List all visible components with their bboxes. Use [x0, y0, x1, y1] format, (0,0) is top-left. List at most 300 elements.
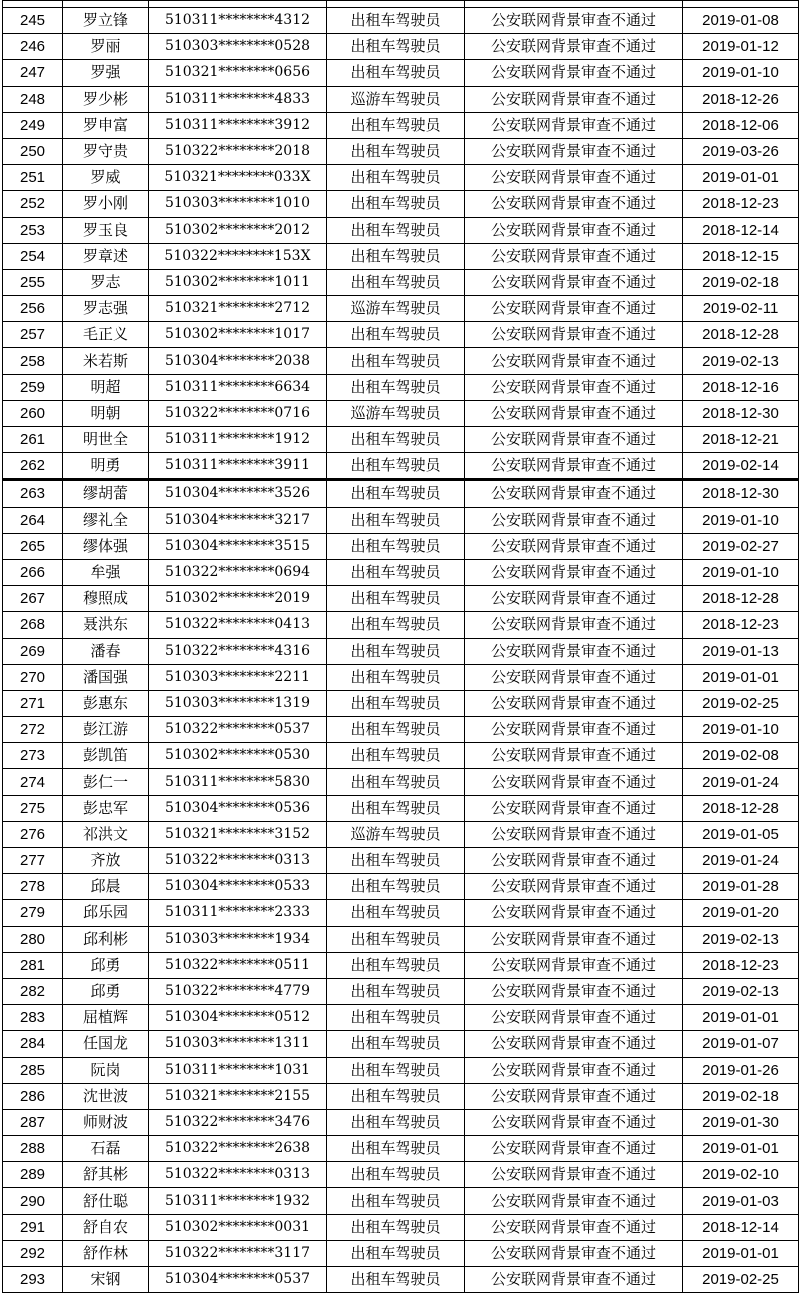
job-type-cell: 出租车驾驶员 — [327, 191, 465, 217]
record-date-cell: 2019-02-08 — [683, 743, 799, 769]
row-number-cell: 287 — [3, 1109, 63, 1135]
id-number-cell: 510311********2333 — [149, 900, 327, 926]
id-number-cell: 510322********0313 — [149, 848, 327, 874]
job-type-cell: 巡游车驾驶员 — [327, 86, 465, 112]
record-date-cell: 2018-12-28 — [683, 322, 799, 348]
review-result-cell: 公安联网背景审查不通过 — [465, 533, 683, 559]
review-result-cell: 公安联网背景审查不通过 — [465, 374, 683, 400]
job-type-cell: 出租车驾驶员 — [327, 34, 465, 60]
job-type-cell: 出租车驾驶员 — [327, 926, 465, 952]
table-row — [3, 795, 799, 821]
record-date-cell: 2019-01-01 — [683, 1136, 799, 1162]
review-result-cell: 公安联网背景审查不通过 — [465, 112, 683, 138]
review-result-cell: 公安联网背景审查不通过 — [465, 348, 683, 374]
record-date-cell: 2018-12-28 — [683, 586, 799, 612]
id-number-cell: 510322********3117 — [149, 1240, 327, 1266]
record-date-cell: 2019-01-01 — [683, 165, 799, 191]
record-date-cell: 2018-12-28 — [683, 795, 799, 821]
review-result-cell: 公安联网背景审查不通过 — [465, 269, 683, 295]
job-type-cell: 巡游车驾驶员 — [327, 821, 465, 847]
review-result-cell: 公安联网背景审查不通过 — [465, 8, 683, 34]
row-number-cell: 259 — [3, 374, 63, 400]
table-row — [3, 1109, 799, 1135]
row-number-cell: 268 — [3, 612, 63, 638]
id-number-cell: 510302********1011 — [149, 269, 327, 295]
review-result-cell: 公安联网背景审查不通过 — [465, 1083, 683, 1109]
review-result-cell: 公安联网背景审查不通过 — [465, 1188, 683, 1214]
row-number-cell: 276 — [3, 821, 63, 847]
review-result-cell: 公安联网背景审查不通过 — [465, 296, 683, 322]
row-number-cell: 253 — [3, 217, 63, 243]
table-row — [3, 34, 799, 60]
row-number-cell: 275 — [3, 795, 63, 821]
table-row — [3, 296, 799, 322]
job-type-cell: 出租车驾驶员 — [327, 269, 465, 295]
record-date-cell: 2018-12-26 — [683, 86, 799, 112]
id-number-cell: 510304********3515 — [149, 533, 327, 559]
record-date-cell: 2019-02-14 — [683, 453, 799, 480]
review-result-cell: 公安联网背景审查不通过 — [465, 1031, 683, 1057]
person-name-cell: 明世全 — [63, 427, 149, 453]
person-name-cell: 罗少彬 — [63, 86, 149, 112]
id-number-cell: 510304********2038 — [149, 348, 327, 374]
id-number-cell: 510311********3912 — [149, 112, 327, 138]
record-date-cell: 2018-12-16 — [683, 374, 799, 400]
record-date-cell: 2019-01-07 — [683, 1031, 799, 1057]
table-row — [3, 138, 799, 164]
table-row — [3, 1267, 799, 1293]
table-row — [3, 1031, 799, 1057]
person-name-cell: 牟强 — [63, 559, 149, 585]
row-number-cell: 291 — [3, 1214, 63, 1240]
id-number-cell: 510322********0313 — [149, 1162, 327, 1188]
review-result-cell: 公安联网背景审查不通过 — [465, 1057, 683, 1083]
person-name-cell: 彭忠军 — [63, 795, 149, 821]
job-type-cell: 出租车驾驶员 — [327, 374, 465, 400]
person-name-cell: 祁洪文 — [63, 821, 149, 847]
person-name-cell: 潘国强 — [63, 664, 149, 690]
review-result-cell: 公安联网背景审查不通过 — [465, 1109, 683, 1135]
person-name-cell: 罗立锋 — [63, 8, 149, 34]
job-type-cell: 出租车驾驶员 — [327, 1214, 465, 1240]
table-row — [3, 743, 799, 769]
row-number-cell: 277 — [3, 848, 63, 874]
job-type-cell: 出租车驾驶员 — [327, 112, 465, 138]
person-name-cell: 罗丽 — [63, 34, 149, 60]
review-result-cell: 公安联网背景审查不通过 — [465, 1136, 683, 1162]
id-number-cell: 510304********0512 — [149, 1005, 327, 1031]
row-number-cell: 263 — [3, 480, 63, 507]
row-number-cell: 260 — [3, 400, 63, 426]
row-number-cell: 279 — [3, 900, 63, 926]
row-number-cell: 250 — [3, 138, 63, 164]
record-date-cell: 2019-01-05 — [683, 821, 799, 847]
person-name-cell: 屈植辉 — [63, 1005, 149, 1031]
record-date-cell: 2019-01-13 — [683, 638, 799, 664]
person-name-cell: 舒其彬 — [63, 1162, 149, 1188]
table-row — [3, 507, 799, 533]
id-number-cell: 510303********2211 — [149, 664, 327, 690]
id-number-cell: 510322********0413 — [149, 612, 327, 638]
table-row — [3, 926, 799, 952]
cut-off-row — [3, 1, 799, 8]
review-result-cell: 公安联网背景审查不通过 — [465, 1214, 683, 1240]
record-date-cell: 2018-12-06 — [683, 112, 799, 138]
record-date-cell: 2018-12-30 — [683, 480, 799, 507]
record-table-body — [3, 1, 799, 1293]
id-number-cell: 510302********2019 — [149, 586, 327, 612]
job-type-cell: 出租车驾驶员 — [327, 743, 465, 769]
review-result-cell: 公安联网背景审查不通过 — [465, 717, 683, 743]
review-result-cell: 公安联网背景审查不通过 — [465, 60, 683, 86]
id-number-cell: 510311********4833 — [149, 86, 327, 112]
person-name-cell: 宋钢 — [63, 1267, 149, 1293]
id-number-cell: 510321********2155 — [149, 1083, 327, 1109]
id-number-cell: 510302********1017 — [149, 322, 327, 348]
job-type-cell: 出租车驾驶员 — [327, 874, 465, 900]
person-name-cell: 彭江游 — [63, 717, 149, 743]
record-date-cell: 2019-02-27 — [683, 533, 799, 559]
record-date-cell: 2019-01-26 — [683, 1057, 799, 1083]
id-number-cell: 510321********033X — [149, 165, 327, 191]
person-name-cell: 缪胡蕾 — [63, 480, 149, 507]
person-name-cell: 罗申富 — [63, 112, 149, 138]
table-row — [3, 427, 799, 453]
id-number-cell: 510311********1932 — [149, 1188, 327, 1214]
review-result-cell: 公安联网背景审查不通过 — [465, 559, 683, 585]
record-date-cell: 2018-12-14 — [683, 1214, 799, 1240]
review-result-cell: 公安联网背景审查不通过 — [465, 427, 683, 453]
person-name-cell: 邱利彬 — [63, 926, 149, 952]
record-date-cell: 2018-12-21 — [683, 427, 799, 453]
table-row — [3, 400, 799, 426]
row-number-cell: 293 — [3, 1267, 63, 1293]
person-name-cell: 石磊 — [63, 1136, 149, 1162]
row-number-cell: 270 — [3, 664, 63, 690]
table-row — [3, 60, 799, 86]
id-number-cell: 510321********3152 — [149, 821, 327, 847]
person-name-cell: 缪礼全 — [63, 507, 149, 533]
id-number-cell: 510311********1912 — [149, 427, 327, 453]
job-type-cell: 出租车驾驶员 — [327, 1162, 465, 1188]
job-type-cell: 出租车驾驶员 — [327, 243, 465, 269]
job-type-cell: 出租车驾驶员 — [327, 638, 465, 664]
review-result-cell: 公安联网背景审查不通过 — [465, 322, 683, 348]
job-type-cell: 出租车驾驶员 — [327, 1188, 465, 1214]
row-number-cell: 256 — [3, 296, 63, 322]
record-date-cell: 2019-01-28 — [683, 874, 799, 900]
review-result-cell: 公安联网背景审查不通过 — [465, 586, 683, 612]
row-number-cell: 290 — [3, 1188, 63, 1214]
job-type-cell: 出租车驾驶员 — [327, 480, 465, 507]
review-result-cell: 公安联网背景审查不通过 — [465, 978, 683, 1004]
id-number-cell: 510311********6634 — [149, 374, 327, 400]
person-name-cell: 罗志强 — [63, 296, 149, 322]
person-name-cell: 罗志 — [63, 269, 149, 295]
person-name-cell: 舒自农 — [63, 1214, 149, 1240]
review-result-cell: 公安联网背景审查不通过 — [465, 926, 683, 952]
job-type-cell: 出租车驾驶员 — [327, 138, 465, 164]
table-row — [3, 191, 799, 217]
job-type-cell: 出租车驾驶员 — [327, 8, 465, 34]
row-number-cell: 292 — [3, 1240, 63, 1266]
person-name-cell: 邱勇 — [63, 978, 149, 1004]
review-result-cell: 公安联网背景审查不通过 — [465, 400, 683, 426]
review-result-cell: 公安联网背景审查不通过 — [465, 874, 683, 900]
table-row — [3, 348, 799, 374]
person-name-cell: 罗威 — [63, 165, 149, 191]
table-row — [3, 848, 799, 874]
row-number-cell: 264 — [3, 507, 63, 533]
table-row — [3, 586, 799, 612]
person-name-cell: 舒仕聪 — [63, 1188, 149, 1214]
job-type-cell: 出租车驾驶员 — [327, 795, 465, 821]
job-type-cell: 出租车驾驶员 — [327, 1240, 465, 1266]
record-date-cell: 2019-02-13 — [683, 978, 799, 1004]
review-result-cell: 公安联网背景审查不通过 — [465, 507, 683, 533]
row-number-cell: 262 — [3, 453, 63, 480]
record-date-cell: 2018-12-23 — [683, 952, 799, 978]
record-date-cell: 2019-01-01 — [683, 1240, 799, 1266]
id-number-cell: 510311********5830 — [149, 769, 327, 795]
record-table — [2, 0, 799, 1293]
table-row — [3, 1214, 799, 1240]
row-number-cell: 246 — [3, 34, 63, 60]
job-type-cell: 出租车驾驶员 — [327, 165, 465, 191]
table-row — [3, 1083, 799, 1109]
job-type-cell: 出租车驾驶员 — [327, 612, 465, 638]
review-result-cell: 公安联网背景审查不通过 — [465, 34, 683, 60]
row-number-cell: 283 — [3, 1005, 63, 1031]
id-number-cell: 510304********3217 — [149, 507, 327, 533]
review-result-cell: 公安联网背景审查不通过 — [465, 900, 683, 926]
review-result-cell: 公安联网背景审查不通过 — [465, 1240, 683, 1266]
person-name-cell: 缪体强 — [63, 533, 149, 559]
id-number-cell: 510322********0537 — [149, 717, 327, 743]
person-name-cell: 舒作林 — [63, 1240, 149, 1266]
id-number-cell: 510304********3526 — [149, 480, 327, 507]
row-number-cell: 247 — [3, 60, 63, 86]
job-type-cell: 出租车驾驶员 — [327, 1005, 465, 1031]
row-number-cell: 266 — [3, 559, 63, 585]
row-number-cell: 274 — [3, 769, 63, 795]
job-type-cell: 出租车驾驶员 — [327, 1109, 465, 1135]
job-type-cell: 出租车驾驶员 — [327, 664, 465, 690]
record-table-wrapper — [2, 0, 798, 1293]
id-number-cell: 510322********0694 — [149, 559, 327, 585]
review-result-cell: 公安联网背景审查不通过 — [465, 612, 683, 638]
record-date-cell: 2019-01-12 — [683, 34, 799, 60]
table-row — [3, 952, 799, 978]
row-number-cell: 251 — [3, 165, 63, 191]
job-type-cell: 出租车驾驶员 — [327, 427, 465, 453]
review-result-cell: 公安联网背景审查不通过 — [465, 848, 683, 874]
job-type-cell: 出租车驾驶员 — [327, 348, 465, 374]
job-type-cell: 出租车驾驶员 — [327, 586, 465, 612]
person-name-cell: 邱勇 — [63, 952, 149, 978]
review-result-cell: 公安联网背景审查不通过 — [465, 743, 683, 769]
table-row — [3, 559, 799, 585]
job-type-cell: 出租车驾驶员 — [327, 559, 465, 585]
row-number-cell: 269 — [3, 638, 63, 664]
record-date-cell: 2018-12-14 — [683, 217, 799, 243]
person-name-cell: 罗强 — [63, 60, 149, 86]
review-result-cell: 公安联网背景审查不通过 — [465, 217, 683, 243]
id-number-cell: 510302********2012 — [149, 217, 327, 243]
row-number-cell: 286 — [3, 1083, 63, 1109]
person-name-cell: 明超 — [63, 374, 149, 400]
table-row — [3, 480, 799, 507]
table-row — [3, 1240, 799, 1266]
job-type-cell: 出租车驾驶员 — [327, 1057, 465, 1083]
person-name-cell: 毛正义 — [63, 322, 149, 348]
record-date-cell: 2019-01-01 — [683, 1005, 799, 1031]
table-row — [3, 769, 799, 795]
review-result-cell: 公安联网背景审查不通过 — [465, 1162, 683, 1188]
job-type-cell: 出租车驾驶员 — [327, 1083, 465, 1109]
table-row — [3, 322, 799, 348]
record-date-cell: 2019-02-11 — [683, 296, 799, 322]
table-row — [3, 269, 799, 295]
record-date-cell: 2018-12-30 — [683, 400, 799, 426]
review-result-cell: 公安联网背景审查不通过 — [465, 769, 683, 795]
row-number-cell: 248 — [3, 86, 63, 112]
row-number-cell: 285 — [3, 1057, 63, 1083]
record-date-cell: 2019-02-13 — [683, 926, 799, 952]
table-row — [3, 1136, 799, 1162]
id-number-cell: 510322********2018 — [149, 138, 327, 164]
job-type-cell: 巡游车驾驶员 — [327, 400, 465, 426]
job-type-cell: 出租车驾驶员 — [327, 507, 465, 533]
id-number-cell: 510322********3476 — [149, 1109, 327, 1135]
record-date-cell: 2018-12-23 — [683, 612, 799, 638]
record-date-cell: 2019-02-18 — [683, 1083, 799, 1109]
person-name-cell: 彭凯笛 — [63, 743, 149, 769]
person-name-cell: 彭仁一 — [63, 769, 149, 795]
review-result-cell: 公安联网背景审查不通过 — [465, 86, 683, 112]
record-date-cell: 2019-01-10 — [683, 60, 799, 86]
table-row — [3, 8, 799, 34]
id-number-cell: 510302********0530 — [149, 743, 327, 769]
id-number-cell: 510304********0537 — [149, 1267, 327, 1293]
table-row — [3, 217, 799, 243]
row-number-cell: 261 — [3, 427, 63, 453]
row-number-cell: 281 — [3, 952, 63, 978]
record-date-cell: 2019-02-25 — [683, 690, 799, 716]
id-number-cell: 510322********153X — [149, 243, 327, 269]
person-name-cell: 邱乐园 — [63, 900, 149, 926]
id-number-cell: 510303********1311 — [149, 1031, 327, 1057]
id-number-cell: 510304********0536 — [149, 795, 327, 821]
record-date-cell: 2019-01-30 — [683, 1109, 799, 1135]
record-date-cell: 2019-02-18 — [683, 269, 799, 295]
job-type-cell: 出租车驾驶员 — [327, 952, 465, 978]
record-date-cell: 2019-01-01 — [683, 664, 799, 690]
person-name-cell: 罗章述 — [63, 243, 149, 269]
record-date-cell: 2019-01-10 — [683, 507, 799, 533]
person-name-cell: 罗小刚 — [63, 191, 149, 217]
table-row — [3, 243, 799, 269]
person-name-cell: 师财波 — [63, 1109, 149, 1135]
table-row — [3, 1057, 799, 1083]
person-name-cell: 潘春 — [63, 638, 149, 664]
row-number-cell: 288 — [3, 1136, 63, 1162]
person-name-cell: 罗守贵 — [63, 138, 149, 164]
id-number-cell: 510311********1031 — [149, 1057, 327, 1083]
review-result-cell: 公安联网背景审查不通过 — [465, 1005, 683, 1031]
table-row — [3, 612, 799, 638]
job-type-cell: 出租车驾驶员 — [327, 322, 465, 348]
review-result-cell: 公安联网背景审查不通过 — [465, 191, 683, 217]
id-number-cell: 510322********0716 — [149, 400, 327, 426]
record-date-cell: 2019-01-10 — [683, 717, 799, 743]
table-row — [3, 86, 799, 112]
row-number-cell: 267 — [3, 586, 63, 612]
job-type-cell: 出租车驾驶员 — [327, 60, 465, 86]
person-name-cell: 沈世波 — [63, 1083, 149, 1109]
job-type-cell: 出租车驾驶员 — [327, 1136, 465, 1162]
row-number-cell: 257 — [3, 322, 63, 348]
id-number-cell: 510311********3911 — [149, 453, 327, 480]
person-name-cell: 米若斯 — [63, 348, 149, 374]
person-name-cell: 阮岗 — [63, 1057, 149, 1083]
record-date-cell: 2019-01-20 — [683, 900, 799, 926]
person-name-cell: 彭惠东 — [63, 690, 149, 716]
record-date-cell: 2019-02-13 — [683, 348, 799, 374]
id-number-cell: 510322********2638 — [149, 1136, 327, 1162]
table-row — [3, 874, 799, 900]
person-name-cell: 穆照成 — [63, 586, 149, 612]
job-type-cell: 出租车驾驶员 — [327, 1031, 465, 1057]
person-name-cell: 明勇 — [63, 453, 149, 480]
record-date-cell: 2019-03-26 — [683, 138, 799, 164]
review-result-cell: 公安联网背景审查不通过 — [465, 821, 683, 847]
review-result-cell: 公安联网背景审查不通过 — [465, 453, 683, 480]
row-number-cell: 282 — [3, 978, 63, 1004]
job-type-cell: 出租车驾驶员 — [327, 900, 465, 926]
id-number-cell: 510302********0031 — [149, 1214, 327, 1240]
record-date-cell: 2018-12-23 — [683, 191, 799, 217]
job-type-cell: 巡游车驾驶员 — [327, 296, 465, 322]
row-number-cell: 278 — [3, 874, 63, 900]
table-row — [3, 717, 799, 743]
table-row — [3, 1005, 799, 1031]
review-result-cell: 公安联网背景审查不通过 — [465, 638, 683, 664]
id-number-cell: 510321********2712 — [149, 296, 327, 322]
id-number-cell: 510303********1319 — [149, 690, 327, 716]
table-row — [3, 165, 799, 191]
review-result-cell: 公安联网背景审查不通过 — [465, 952, 683, 978]
table-row — [3, 453, 799, 480]
record-date-cell: 2019-01-24 — [683, 769, 799, 795]
person-name-cell: 任国龙 — [63, 1031, 149, 1057]
table-row — [3, 1162, 799, 1188]
row-number-cell: 271 — [3, 690, 63, 716]
review-result-cell: 公安联网背景审查不通过 — [465, 480, 683, 507]
table-row — [3, 112, 799, 138]
person-name-cell: 明朝 — [63, 400, 149, 426]
review-result-cell: 公安联网背景审查不通过 — [465, 690, 683, 716]
job-type-cell: 出租车驾驶员 — [327, 769, 465, 795]
review-result-cell: 公安联网背景审查不通过 — [465, 138, 683, 164]
id-number-cell: 510303********1010 — [149, 191, 327, 217]
id-number-cell: 510321********0656 — [149, 60, 327, 86]
job-type-cell: 出租车驾驶员 — [327, 453, 465, 480]
record-date-cell: 2019-02-25 — [683, 1267, 799, 1293]
record-date-cell: 2019-01-03 — [683, 1188, 799, 1214]
id-number-cell: 510303********1934 — [149, 926, 327, 952]
row-number-cell: 258 — [3, 348, 63, 374]
